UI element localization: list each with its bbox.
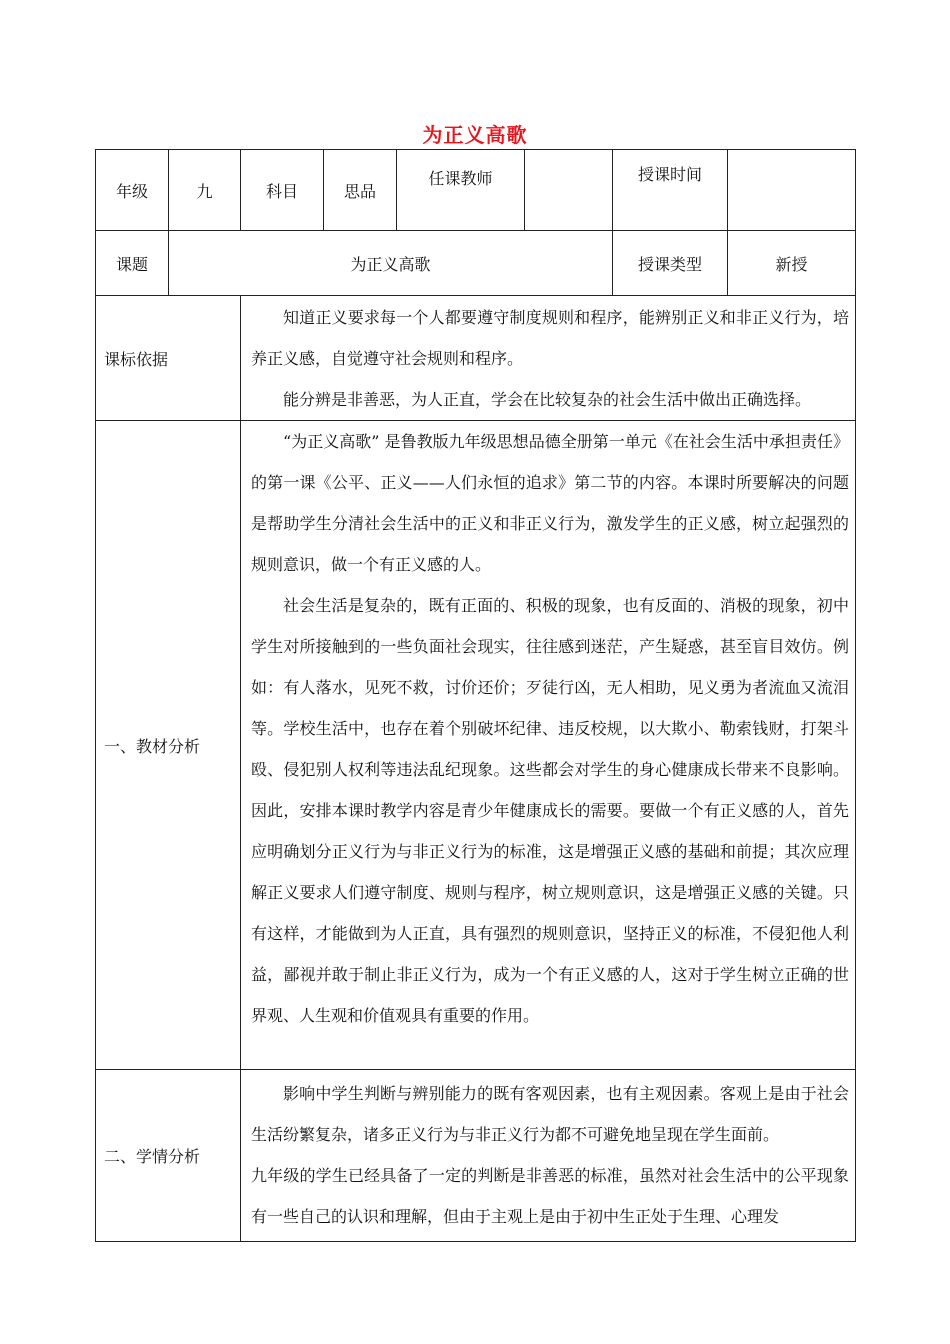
lesson-plan-table — [95, 149, 856, 1242]
teacher-label: 任课教师 — [397, 150, 525, 231]
student-analysis-row — [96, 1070, 856, 1242]
time-value — [728, 150, 856, 231]
paragraph: 九年级的学生已经具备了一定的判断是非善恶的标准，虽然对社会生活中的公平现象有一些自己的认识和理解，但由于主观上是由于初中生正处于生理、心理发 — [251, 1166, 849, 1226]
subject-value: 思品 — [324, 150, 397, 231]
paragraph: 知道正义要求每一个人都要遵守制度规则和程序，能辨别正义和非正义行为，培养正义感，自觉遵守社会规则和程序。 — [251, 308, 849, 368]
type-label: 授课类型 — [613, 231, 728, 296]
paragraph: “为正义高歌” 是鲁教版九年级思想品德全册第一单元《在社会生活中承担责任》的第一课《公平、正义——人们永恒的追求》第二节的内容。本课时所要解决的问题是帮助学生分清社会生活中的正义和非正义行为，激发学生的正义感，树立起强烈的规则意识，做一个有正义感的人。 — [251, 432, 849, 574]
type-value: 新授 — [728, 231, 856, 296]
topic-value: 为正义高歌 — [169, 231, 613, 296]
time-label: 授课时间 — [613, 150, 728, 231]
student-analysis-content — [241, 1070, 856, 1242]
standards-content — [241, 296, 856, 421]
header-row — [96, 150, 856, 231]
textbook-analysis-row — [96, 421, 856, 1070]
topic-label: 课题 — [96, 231, 169, 296]
grade-value: 九 — [169, 150, 241, 231]
textbook-analysis-label: 一、教材分析 — [96, 421, 241, 1070]
grade-label: 年级 — [96, 150, 169, 231]
standards-row — [96, 296, 856, 421]
document-title: 为正义高歌 — [422, 123, 528, 147]
paragraph: 能分辨是非善恶，为人正直，学会在比较复杂的社会生活中做出正确选择。 — [283, 390, 812, 409]
topic-row — [96, 231, 856, 296]
student-analysis-label: 二、学情分析 — [96, 1070, 241, 1242]
textbook-analysis-content — [241, 421, 856, 1070]
paragraph: 影响中学生判断与辨别能力的既有客观因素，也有主观因素。客观上是由于社会生活纷繁复杂，诸多正义行为与非正义行为都不可避免地呈现在学生面前。 — [251, 1084, 849, 1144]
teacher-value — [525, 150, 613, 231]
paragraph: 社会生活是复杂的，既有正面的、积极的现象，也有反面的、消极的现象，初中学生对所接触到的一些负面社会现实，往往感到迷茫，产生疑惑，甚至盲目效仿。例如：有人落水，见死不救，讨价还价；歹徒行凶，无人相助，见义勇为者流血又流泪等。学校生活中，也存在着个别破坏纪律、违反校规，以大欺小、勒索钱财，打架斗殴、侵犯别人权利等违法乱纪现象。这些都会对学生的身心健康成长带来不良影响。因此，安排本课时教学内容是青少年健康成长的需要。要做一个有正义感的人，首先应明确划分正义行为与非正义行为的标准，这是增强正义感的基础和前提；其次应理解正义要求人们遵守制度、规则与程序，树立规则意识，这是增强正义感的关键。只有这样，才能做到为人正直，具有强烈的规则意识，坚持正义的标准，不侵犯他人利益，鄙视并敢于制止非正义行为，成为一个有正义感的人，这对于学生树立正确的世界观、人生观和价值观具有重要的作用。 — [251, 596, 849, 1025]
subject-label: 科目 — [241, 150, 324, 231]
standards-label — [96, 296, 241, 421]
standards-label-text: 课标依据 — [104, 349, 169, 369]
